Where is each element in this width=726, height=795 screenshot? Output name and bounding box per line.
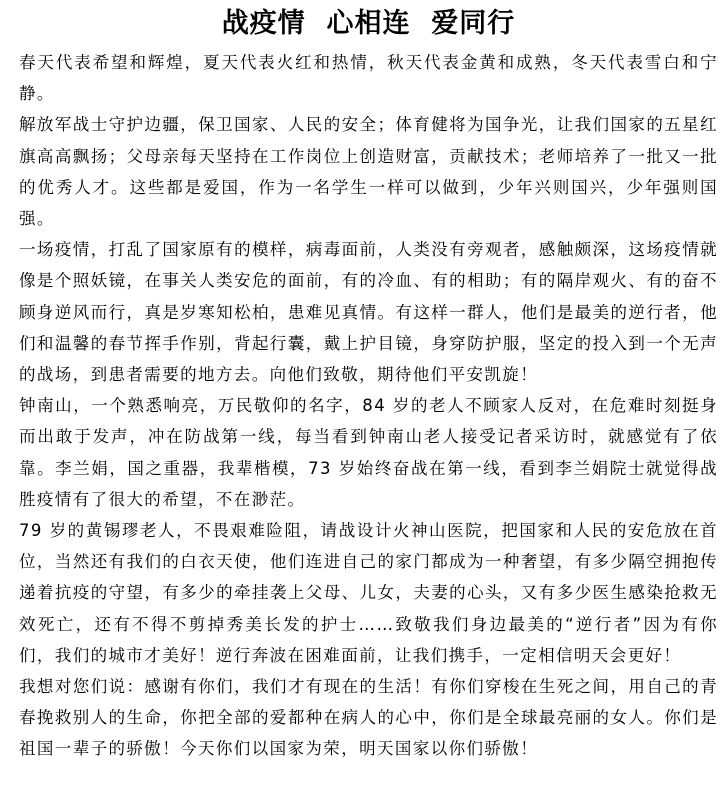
paragraph-experts: 钟南山，一个熟悉响亮，万民敬仰的名字，84 岁的老人不顾家人反对，在危难时刻挺身而出敢于发声，冲在防战第一线，每当看到钟南山老人接受记者采访时，就感觉有了依靠。李兰娟，国之重器，我辈楷模，73 岁始终奋战在第一线，看到李兰娟院士就觉得战胜疫情有了很大的希望，不在渺茫。 (19, 396, 718, 509)
paragraph-seasons: 春天代表希望和辉煌，夏天代表火红和热情，秋天代表金黄和成熟，冬天代表雪白和宁静。 (19, 53, 718, 104)
paragraph-gratitude: 我想对您们说：感谢有你们，我们才有现在的生活！有你们穿梭在生死之间，用自己的青春挽救别人的生命，你把全部的爱都种在病人的心中，你们是全球最亮丽的女人。你们是祖国一辈子的骄傲！今天你们以国家为荣，明天国家以你们骄傲！ (19, 677, 718, 759)
document-body (19, 47, 718, 765)
paragraph-patriotism: 解放军战士守护边疆，保卫国家、人民的安全；体育健将为国争光，让我们国家的五星红旗高高飘扬；父母亲每天坚持在工作岗位上创造财富，贡献技术；老师培养了一批又一批的优秀人才。这些都是爱国，作为一名学生一样可以做到，少年兴则国兴，少年强则国强。 (19, 115, 718, 229)
document-title: 战疫情 心相连 爱同行 (221, 8, 516, 39)
paragraph-medical-workers: 79 岁的黄锡璆老人，不畏艰难险阻，请战设计火神山医院，把国家和人民的安危放在首位，当然还有我们的白衣天使，他们连进自己的家门都成为一种奢望，有多少隔空拥抱传递着抗疫的守望，有多少的牵挂袭上父母、儿女，夫妻的心头，又有多少医生感染抢救无效死亡，还有不得不剪掉秀美长发的护士……致敬我们身边最美的“逆行者”因为有你们，我们的城市才美好！逆行奔波在困难面前，让我们携手，一定相信明天会更好！ (19, 521, 718, 665)
paragraph-epidemic: 一场疫情，打乱了国家原有的模样，病毒面前，人类没有旁观者，感触颇深，这场疫情就像是个照妖镜，在事关人类安危的面前，有的冷血、有的相助；有的隔岸观火、有的奋不顾身逆风而行，真是岁寒知松柏，患难见真情。有这样一群人，他们是最美的逆行者，他们和温馨的春节挥手作别，背起行囊，戴上护目镜，身穿防护服，坚定的投入到一个无声的战场，到患者需要的地方去。向他们致敬，期待他们平安凯旋！ (19, 240, 718, 385)
